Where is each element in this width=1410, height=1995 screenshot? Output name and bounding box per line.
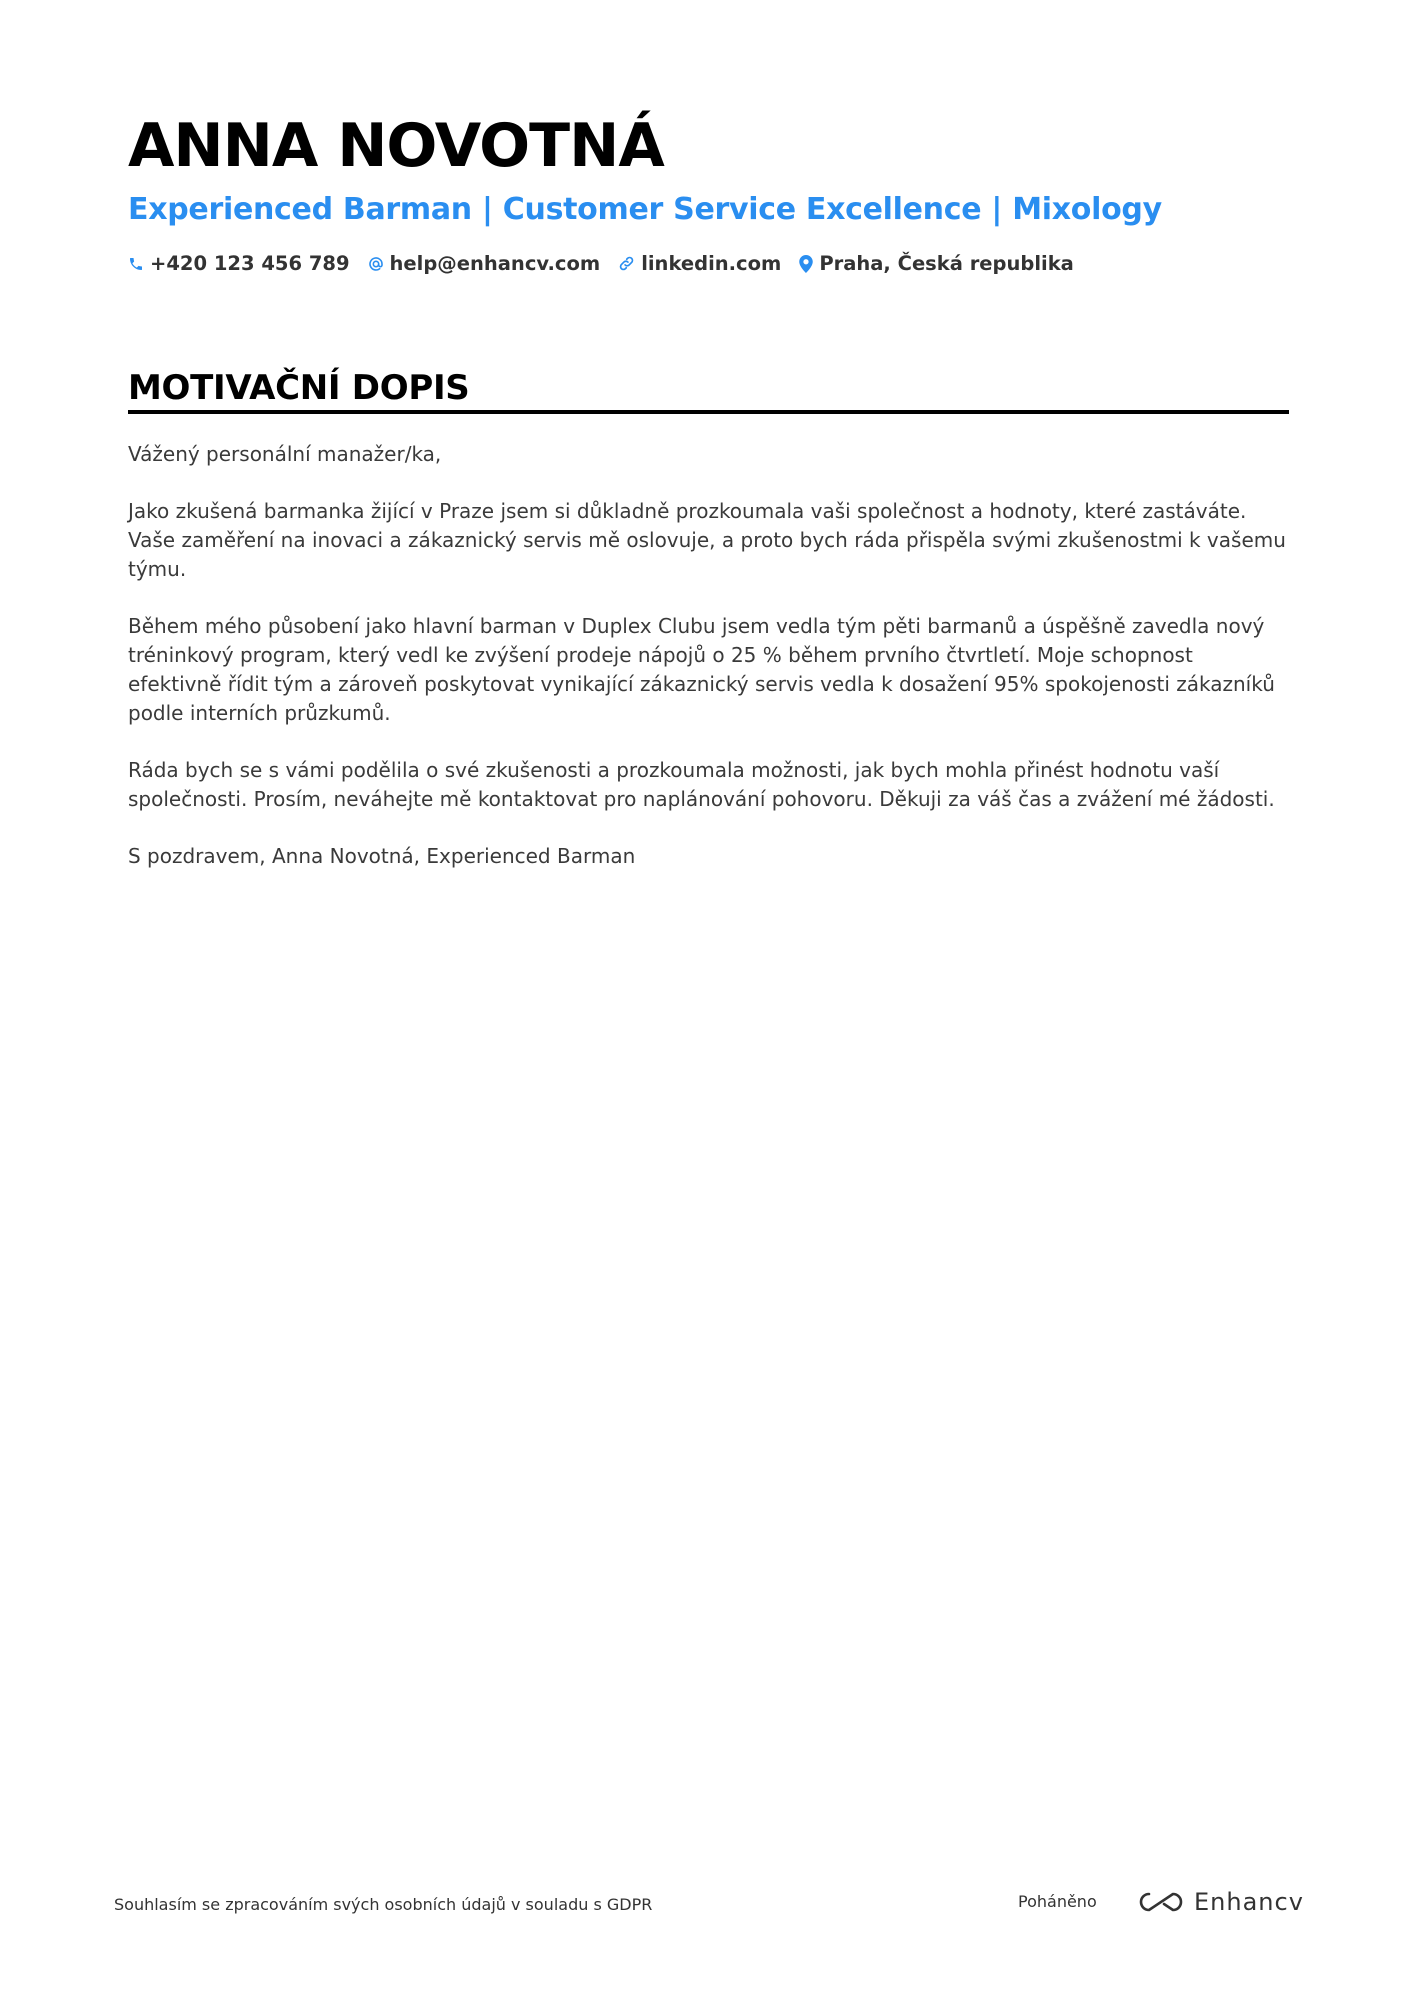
letter-greeting: Vážený personální manažer/ka, (128, 442, 442, 466)
letter-paragraph: Ráda bych se s vámi podělila o své zkušenosti a prozkoumala možnosti, jak bych mohla přinést hodnotu vaší společnosti. Prosím, neváhejte mě kontaktovat pro naplánování pohovoru. Děkuji za váš čas a zvážení mé žádosti. (128, 758, 1275, 811)
enhancv-logo-text: Enhancv (1194, 1888, 1304, 1916)
candidate-name: ANNA NOVOTNÁ (128, 111, 664, 181)
section-title: MOTIVAČNÍ DOPIS (128, 368, 470, 408)
at-icon (368, 256, 384, 272)
contact-email-text[interactable]: help@enhancv.com (389, 252, 601, 275)
contact-linkedin-text[interactable]: linkedin.com (641, 252, 782, 275)
enhancv-logo[interactable] (1138, 1888, 1304, 1916)
phone-icon (128, 256, 144, 272)
enhancv-logo-icon (1138, 1890, 1184, 1914)
link-icon (618, 255, 635, 272)
location-pin-icon (799, 255, 813, 273)
letter-body (128, 440, 1288, 899)
contact-bar (128, 252, 1092, 275)
contact-phone (128, 252, 350, 275)
contact-phone-text: +420 123 456 789 (150, 252, 350, 275)
section-divider (128, 410, 1289, 414)
candidate-headline: Experienced Barman | Customer Service Excellence | Mixology (128, 192, 1162, 227)
contact-linkedin[interactable] (618, 252, 781, 275)
contact-email[interactable] (368, 252, 601, 275)
letter-closing: S pozdravem, Anna Novotná, Experienced Barman (128, 844, 636, 868)
gdpr-consent-text: Souhlasím se zpracováním svých osobních údajů v souladu s GDPR (114, 1895, 653, 1914)
powered-by-label: Poháněno (1018, 1892, 1097, 1911)
contact-location (799, 252, 1074, 275)
letter-paragraph: Jako zkušená barmanka žijící v Praze jsem si důkladně prozkoumala vaši společnost a hodnoty, které zastáváte. Vaše zaměření na inovaci a zákaznický servis mě oslovuje, a proto bych ráda přispěla svými zkušenostmi k vašemu týmu. (128, 499, 1286, 581)
contact-location-text: Praha, Česká republika (819, 252, 1074, 275)
letter-paragraph: Během mého působení jako hlavní barman v Duplex Clubu jsem vedla tým pěti barmanů a úspěšně zavedla nový tréninkový program, který vedl ke zvýšení prodeje nápojů o 25 % během prvního čtvrtletí. Moje schopnost efektivně řídit tým a zároveň poskytovat vynikající zákaznický servis vedla k dosažení 95% spokojenosti zákazníků podle interních průzkumů. (128, 614, 1275, 725)
